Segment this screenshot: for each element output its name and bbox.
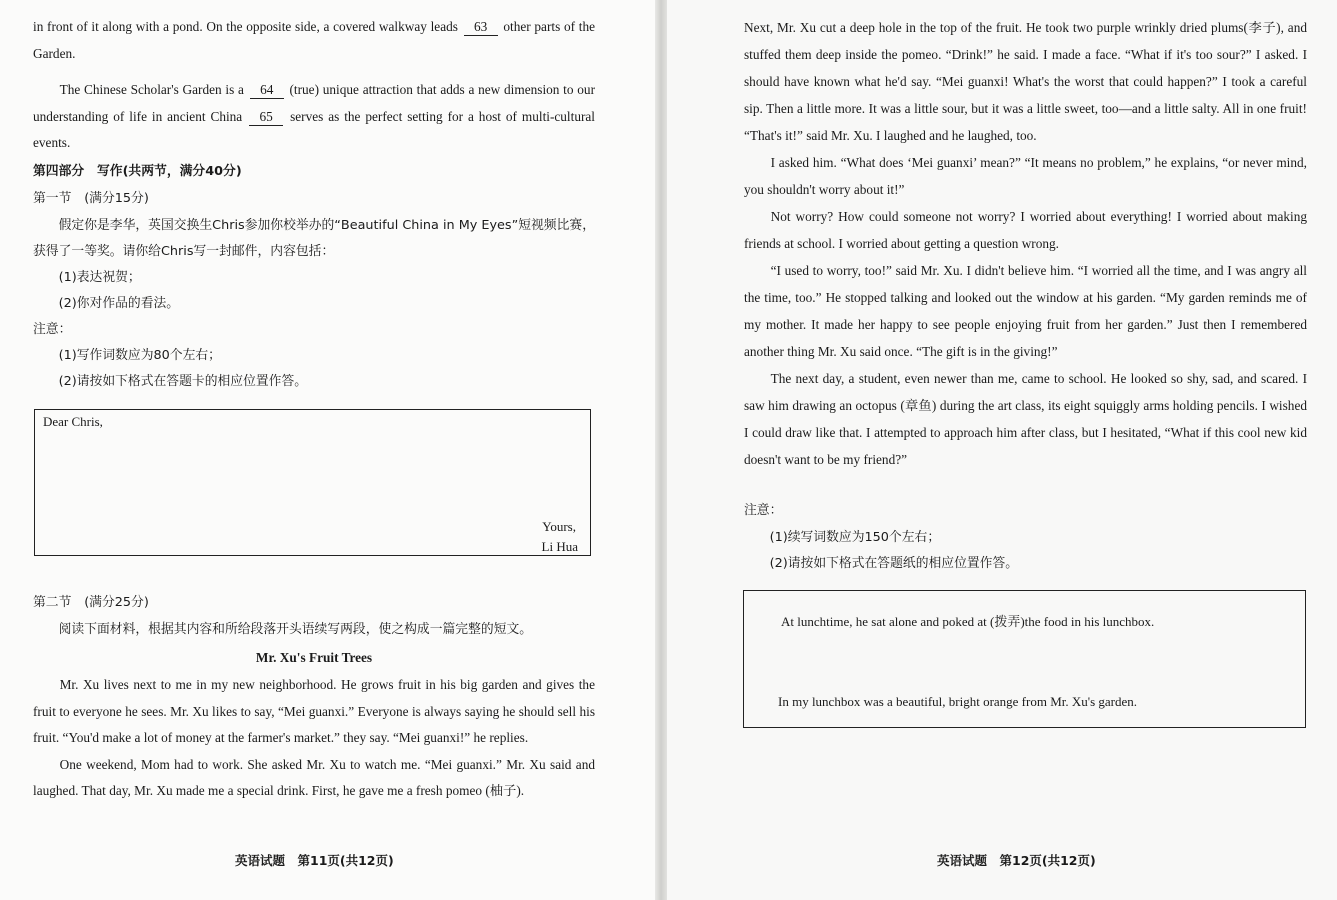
story-body — [33, 672, 595, 805]
section1-requirement-1: (1)表达祝贺； — [58, 270, 141, 285]
page-footer-12: 英语试题 第12页(共12页) — [937, 853, 1096, 868]
story-paragraph-1: Mr. Xu lives next to me in my new neighborhood. He grows fruit in his big garden and gives the fruit to everyone he sees. Mr. Xu likes to say, “Mei guanxi.” Everyone is always saying he should sell his fruit. “You'd make a lot of money at the farmer's market.” they say. “Mei guanxi!” he replies. — [33, 677, 595, 746]
passage-text: in front of it along with a pond. On the opposite side, a covered walkway leads — [33, 19, 458, 34]
note-label: 注意： — [744, 503, 783, 518]
right-page — [667, 0, 1337, 900]
passage-text: serves as the perfect setting for a host of multi-cultural events. — [33, 108, 595, 150]
section2-heading: 第二节 (满分25分) — [33, 595, 149, 610]
part4-heading: 第四部分 写作(共两节，满分40分) — [33, 164, 242, 179]
page-footer-11: 英语试题 第11页(共12页) — [235, 853, 394, 868]
section1-note-1: (1)写作词数应为80个左右； — [58, 348, 221, 363]
story-paragraph-7: The next day, a student, even newer than me, came to school. He looked so shy, sad, and scared. I saw him drawing an octopus (章鱼) during the art class, its eight squiggly arms holding pencils. I wished I could draw like that. I attempted to approach him after class, but I hesitated, “What if this cool new kid doesn't want to be my friend?” — [744, 371, 1307, 467]
left-page — [0, 0, 655, 900]
blank-64: 64 — [250, 81, 284, 99]
section1-prompt: 假定你是李华，英国交换生Chris参加你校举办的“Beautiful China in My Eyes”短视频比赛，获得了一等奖。请你给Chris写一封邮件，内容包括： — [33, 218, 595, 259]
paragraph-opener-1: At lunchtime, he sat alone and poked at (拨弄)the food in his lunchbox. — [781, 614, 1155, 629]
continuation-note-2: (2)请按如下格式在答题纸的相应位置作答。 — [769, 556, 1019, 571]
paragraph-opener-2: In my lunchbox was a beautiful, bright orange from Mr. Xu's garden. — [778, 694, 1138, 709]
page-gutter — [655, 0, 667, 900]
section2-prompt-text: 阅读下面材料，根据其内容和所给段落开头语续写两段，使之构成一篇完整的短文。 — [58, 622, 533, 637]
story-paragraph-3: Next, Mr. Xu cut a deep hole in the top of the fruit. He took two purple wrinkly dried plums(李子), and stuffed them deep inside the pomeo. “Drink!” he said. I made a face. “What if it's too sour?” I asked. I should have known what he'd say. “Mei guanxi! What's the worst that could happen?” I took a careful sip. Then a little more. It was a little sour, but it was a little sweet, too—and a little salty. All in one fruit! “That's it!” said Mr. Xu. I laughed and he laughed, too. — [744, 20, 1307, 143]
note-label: 注意： — [33, 322, 72, 337]
blank-65: 65 — [249, 108, 283, 126]
section1-note-2: (2)请按如下格式在答题卡的相应位置作答。 — [58, 374, 308, 389]
story-paragraph-2: One weekend, Mom had to work. She asked Mr. Xu to watch me. “Mei guanxi.” Mr. Xu said and laughed. That day, Mr. Xu made me a special drink. First, he gave me a fresh pomeo (柚子). — [33, 756, 595, 799]
story-continued — [744, 14, 1307, 473]
section1-instructions — [33, 213, 595, 395]
passage-text: other parts of the Garden. — [33, 19, 595, 61]
story-paragraph-6: “I used to worry, too!” said Mr. Xu. I didn't believe him. “I worried all the time, and I was angry all the time, too.” He stopped talking and looked out the window at his garden. “My garden reminds me of my mother. It made her happy to see people enjoying fruit from her garden.” Just then I remembered another thing Mr. Xu said once. “The gift is in the giving!” — [744, 263, 1307, 359]
letter-format-box — [34, 409, 591, 556]
story-paragraph-4: I asked him. “What does ‘Mei guanxi’ mean?” “It means no problem,” he explains, “or never mind, you shouldn't worry about it!” — [744, 155, 1307, 197]
section1-requirement-2: (2)你对作品的看法。 — [58, 296, 180, 311]
story-title: Mr. Xu's Fruit Trees — [255, 650, 373, 665]
letter-greeting: Dear Chris, — [43, 414, 103, 429]
section2-prompt — [33, 617, 595, 644]
continuation-note-1: (1)续写词数应为150个左右； — [769, 529, 941, 545]
passage-continued — [33, 14, 595, 157]
story-paragraph-5: Not worry? How could someone not worry? I worried about everything! I worried about making friends at school. I worried about getting a question wrong. — [744, 209, 1307, 251]
letter-closing: Yours, — [542, 519, 576, 534]
section1-heading: 第一节 (满分15分) — [33, 191, 149, 206]
passage-text: The Chinese Scholar's Garden is a — [59, 82, 244, 97]
letter-signature: Li Hua — [541, 539, 578, 554]
continuation-format-box — [743, 590, 1306, 728]
continuation-notes — [744, 498, 1307, 578]
blank-63: 63 — [464, 18, 498, 36]
passage-text: (true) unique attraction that adds a new dimension to our understanding of life in ancient China — [33, 82, 596, 124]
